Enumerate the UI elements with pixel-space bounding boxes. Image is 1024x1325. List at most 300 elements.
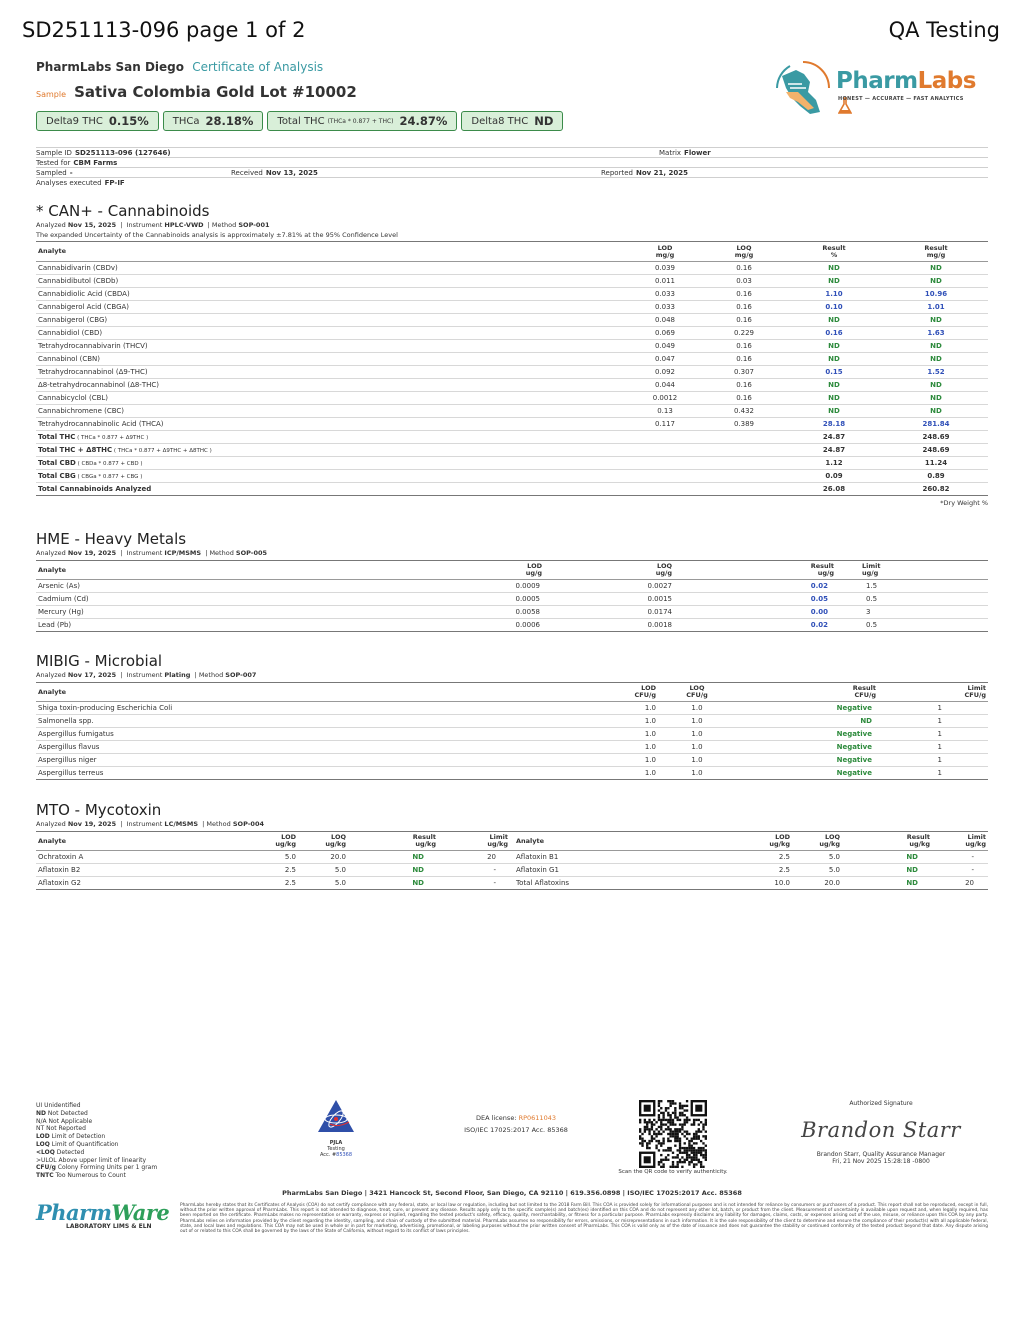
loq-value: 20.0 [792,877,842,890]
section-info: Analyzed Nov 15, 2025 | Instrument HPLC-VWD | Method SOP-001 [36,221,270,229]
section-info: Analyzed Nov 17, 2025 | Instrument Plating | Method SOP-007 [36,671,257,679]
limit-value: 1 [896,754,988,767]
loq-value [704,444,784,457]
table-header-row [36,683,988,702]
table-row [36,340,988,353]
loq-value: 5.0 [298,864,348,877]
pharmware-subtitle: LABORATORY LIMS & ELN [66,1223,152,1230]
result-value: 0.02 [674,580,860,593]
cannabinoids-table [36,241,988,496]
analyte-name: Aflatoxin B2 [36,864,252,877]
microbial-section [36,652,988,780]
table-row [36,366,988,379]
dea-label: DEA license: [476,1114,517,1122]
result-value: Negative [736,702,896,715]
loq-value: 0.16 [704,288,784,301]
total-row [36,470,988,483]
result-value: ND [348,851,438,864]
limit-value: 1 [896,715,988,728]
header-analyte: Analyte [38,687,67,696]
table-row [36,379,988,392]
table-row [36,275,988,288]
qr-caption: Scan the QR code to verify authenticity. [618,1169,728,1175]
analyte-name: Mercury (Hg) [36,606,346,619]
meta-label: Received [231,169,263,177]
lod-value: 1.0 [536,754,658,767]
analyte-name: Cannabigerol (CBG) [36,314,626,327]
header-limit: Limit ug/kg [965,833,986,848]
table-row [36,593,988,606]
header-result-mg: Result mg/g [924,243,948,259]
analyte-name: Aspergillus terreus [36,767,536,780]
pill-label: Delta8 THC [471,115,529,127]
result-percent: ND [784,353,884,366]
footer [36,1096,988,1246]
meta-label: Sampled [36,169,67,177]
result-value: ND [842,877,932,890]
pill-label: Total THC [277,115,325,127]
limit-value: 1 [896,767,988,780]
analyte-name: Salmonella spp. [36,715,536,728]
result-mg: 1.63 [884,327,988,340]
analyte-name: Cannabigerol Acid (CBGA) [36,301,626,314]
lod-value [626,483,704,496]
meta-label: Matrix [659,149,682,157]
pjla-testing: Testing [327,1146,345,1152]
lod-value: 2.5 [252,864,298,877]
loq-value [704,431,784,444]
limit-value: 1.5 [860,580,988,593]
lod-value: 0.13 [626,405,704,418]
pill-label: THCa [172,115,200,127]
pill-value: ND [534,114,554,128]
analyte-name: Cannabinol (CBN) [36,353,626,366]
section-info: Analyzed Nov 19, 2025 | Instrument ICP/MSMS | Method SOP-005 [36,549,268,557]
lod-value: 0.047 [626,353,704,366]
legend-item: <LOQ Detected [36,1148,85,1156]
limit-value: 0.5 [860,593,988,606]
meta-row-analyses [36,177,988,187]
loq-value: 0.16 [704,340,784,353]
lab-name: PharmLabs San Diego [36,60,185,74]
table-row [36,715,988,728]
result-percent: 24.87 [784,444,884,457]
loq-value: 5.0 [298,877,348,890]
legend-item: TNTC Too Numerous to Count [36,1172,126,1180]
result-value: Negative [736,754,896,767]
qr-code-icon[interactable] [639,1100,707,1168]
loq-value: 20.0 [298,851,348,864]
result-value: 0.02 [674,619,860,632]
analyte-name: Cannabidibutol (CBDb) [36,275,626,288]
received-value: Nov 13, 2025 [265,169,318,177]
result-mg: 248.69 [884,431,988,444]
total-row [36,444,988,457]
mycotoxin-section [36,801,988,890]
table-row [36,405,988,418]
section-title: MIBIG - Microbial [36,652,163,670]
analyte-name: Aflatoxin G1 [510,864,746,877]
limit-value: 20 [932,877,988,890]
lod-value: 0.0005 [346,593,542,606]
uncertainty-note: The expanded Uncertainty of the Cannabinoids analysis is approximately ±7.81% at the 95% Confidence Level [36,231,398,239]
result-value: ND [842,851,932,864]
total-row [36,457,988,470]
table-row [36,728,988,741]
summary-total-thc [267,111,457,131]
limit-value: - [438,864,510,877]
sample-tag: Sample [36,90,66,99]
pjla-badge [300,1098,372,1158]
header-lod: LOD CFU/g [634,684,656,699]
loq-value [704,483,784,496]
license-info [436,1112,596,1136]
signer-title: Brandon Starr, Quality Assurance Manager [816,1151,946,1158]
lod-value: 5.0 [252,851,298,864]
header-limit: Limit ug/g [862,562,881,577]
table-row [36,702,988,715]
loq-value: 5.0 [792,864,842,877]
qr-block [606,1100,740,1175]
table-row [36,606,988,619]
result-value: Negative [736,741,896,754]
legal-disclaimer: PharmLabs hereby states that its Certificates of Analysis (COA) do not certify compliance with any federal, state, or local law or regulation, including but not limited to the 2018 Farm Bill. This COA is provided solely for informational purposes and is not intended for reliance by consumers or purchasers of a product. This report shall not be reproduced, except in full, without the prior written approval of PharmLabs. This report is not intended to diagnose, treat, cure, or prevent any disease. Results apply only to the specific sample(s) and batch(es) identified on this COA and do not represent any other lot, batch, or product from the client. Measurement of uncertainty is available upon request and, when legally required, has been reported on the certificate. PharmLabs makes no representation or warranty, express or implied, regarding the tested product's safety, efficacy, quality, merchantability, or fitness for a particular purpose. PharmLabs expressly disclaims any liability for damages, claims, costs, or expenses arising out of the use, misuse, or reliance upon this COA by any party. PharmLabs relies on information provided by the client regarding the identity, sampling, and chain of custody of the submitted material. PharmLabs assumes no responsibility for errors, omissions, or misrepresentations in such information. It is the sole responsibility of the client to determine and ensure the compliance of their product(s) with all applicable federal, state, and local laws and regulations. This COA may not be used in whole or in part for marketing, advertising, promotional, or labeling purposes without the prior written consent of PharmLabs. This COA is valid only as of the date of issuance and does not guarantee the stability or continued conformity of the tested product beyond that date. Any dispute arising out of or related to this COA shall be governed by the laws of the State of California, without regard to its conflict of laws principles. [180,1203,988,1235]
loq-value: 0.16 [704,262,784,275]
legend-item: CFU/g Colony Forming Units per 1 gram [36,1164,158,1172]
map-seal-icon [770,56,836,120]
total-name: Total Cannabinoids Analyzed [36,483,626,496]
result-mg: 1.01 [884,301,988,314]
result-percent: 26.08 [784,483,884,496]
analyte-name: Aspergillus niger [36,754,536,767]
limit-value: 1 [896,728,988,741]
analyte-name: Tetrahydrocannabinol (Δ9-THC) [36,366,626,379]
result-percent: ND [784,275,884,288]
lod-value: 0.0058 [346,606,542,619]
result-mg: ND [884,262,988,275]
pill-value: 24.87% [399,114,448,128]
analyte-name: Cannabidiol (CBD) [36,327,626,340]
logo-pharm: Pharm [836,68,918,94]
result-percent: ND [784,392,884,405]
mycotoxin-table [36,831,988,890]
lab-address: PharmLabs San Diego | 3421 Hancock St, Second Floor, San Diego, CA 92110 | 619.356.0898 | ISO/IEC 17025:2017 Acc. 85368 [282,1189,742,1197]
loq-value: 0.307 [704,366,784,379]
section-title: HME - Heavy Metals [36,530,187,548]
pill-value: 28.18% [205,114,254,128]
pill-label: Delta9 THC [46,115,103,127]
loq-value: 1.0 [658,754,736,767]
logo-wordmark [836,68,990,120]
header-result: Result ug/g [810,562,834,577]
lod-value [626,457,704,470]
result-mg: 260.82 [884,483,988,496]
loq-value: 0.03 [704,275,784,288]
result-mg: ND [884,392,988,405]
sample-line [36,82,736,101]
result-percent: ND [784,405,884,418]
analyte-name: Aspergillus flavus [36,741,536,754]
table-row [36,327,988,340]
legend-item: LOD Limit of Detection [36,1133,106,1141]
lod-value [626,444,704,457]
header-result: Result CFU/g [852,684,876,699]
loq-value: 0.0018 [542,619,674,632]
result-mg: ND [884,379,988,392]
table-row [36,877,988,890]
meta-label: Analyses executed [36,179,102,187]
signer-info [796,1151,966,1165]
table-row [36,580,988,593]
signature-heading: Authorized Signature [849,1100,913,1107]
dea-license: RP0611043 [518,1114,556,1122]
limit-value: 1 [896,741,988,754]
table-row [36,851,988,864]
header-loq: LOQ ug/kg [325,833,346,848]
lod-value: 1.0 [536,767,658,780]
table-row [36,392,988,405]
header-result: Result ug/kg [906,833,930,848]
logo-labs: Labs [917,68,976,94]
section-title: MTO - Mycotoxin [36,801,162,819]
loq-value: 0.432 [704,405,784,418]
header-lod: LOD ug/g [525,562,542,577]
lod-value: 1.0 [536,741,658,754]
table-row [36,301,988,314]
legend-item: N/A Not Applicable [36,1117,93,1125]
result-percent: 1.10 [784,288,884,301]
lod-value: 2.5 [746,864,792,877]
header-loq: LOQ CFU/g [686,684,708,699]
loq-value: 0.16 [704,379,784,392]
heavy-metals-table [36,560,988,632]
dry-weight-note: *Dry Weight % [940,499,988,507]
legend-item: LOQ Limit of Quantification [36,1140,119,1148]
pharmware-logo [36,1200,170,1240]
legend-item: >ULOL Above upper limit of linearity [36,1156,147,1164]
result-percent: ND [784,379,884,392]
lod-value: 0.011 [626,275,704,288]
result-value: ND [736,715,896,728]
tested-for-value: CBM Farms [73,159,118,167]
result-mg: 0.89 [884,470,988,483]
pharmlabs-logo [770,56,990,120]
result-percent: 24.87 [784,431,884,444]
lod-value: 0.0006 [346,619,542,632]
lod-value [626,470,704,483]
total-name: Total CBG ( CBGa * 0.877 + CBG ) [36,470,626,483]
header-limit: Limit ug/kg [487,833,508,848]
result-value: Negative [736,767,896,780]
lod-value: 10.0 [746,877,792,890]
result-percent: 0.10 [784,301,884,314]
loq-value: 0.16 [704,314,784,327]
heavy-metals-section [36,530,988,632]
pharmware-ware: Ware [111,1200,170,1225]
total-formula: ( CBGa * 0.877 + CBG ) [75,474,143,480]
header-lod: LOD ug/kg [769,833,790,848]
abbreviation-legend [36,1102,157,1180]
loq-value [704,457,784,470]
limit-value: 0.5 [860,619,988,632]
analyte-name: Aflatoxin G2 [36,877,252,890]
result-percent: 0.16 [784,327,884,340]
total-formula: ( THCa * 0.877 + Δ9THC ) [75,435,149,441]
limit-value: 1 [896,702,988,715]
analyte-name: Cadmium (Cd) [36,593,346,606]
analyte-name: Tetrahydrocannabinolic Acid (THCA) [36,418,626,431]
result-percent: ND [784,262,884,275]
qa-testing-label: QA Testing [888,18,1000,42]
lod-value: 2.5 [746,851,792,864]
header-loq: LOQ ug/kg [819,833,840,848]
lod-value: 0.0012 [626,392,704,405]
lod-value: 1.0 [536,728,658,741]
result-mg: 11.24 [884,457,988,470]
table-row [36,262,988,275]
report-header [36,60,736,101]
logo-tagline: HONEST — ACCURATE — FAST ANALYTICS [838,96,964,102]
table-row [36,288,988,301]
lod-value: 0.092 [626,366,704,379]
pjla-text [300,1140,372,1158]
meta-label: Reported [601,169,633,177]
header-result-pct: Result % [822,243,846,259]
table-row [36,619,988,632]
summary-delta9-thc [36,111,159,131]
result-percent: ND [784,340,884,353]
lod-value: 1.0 [536,715,658,728]
total-name: Total THC + Δ8THC ( THCa * 0.877 + Δ9THC + Δ8THC ) [36,444,626,457]
pjla-name: PJLA [329,1140,343,1146]
pharmware-pharm: Pharm [36,1200,112,1225]
limit-value: - [932,864,988,877]
sample-name: Sativa Colombia Gold Lot #10002 [74,83,357,101]
header-limit: Limit CFU/g [964,684,986,699]
microbial-table [36,682,988,780]
result-percent: 28.18 [784,418,884,431]
lod-value: 0.048 [626,314,704,327]
loq-value: 1.0 [658,767,736,780]
header-analyte: Analyte [38,836,67,845]
signature-block [796,1100,966,1165]
result-value: ND [348,864,438,877]
loq-value: 0.229 [704,327,784,340]
header-lod: LOD mg/g [655,243,675,259]
doc-type: Certificate of Analysis [192,60,324,74]
legend-item: UI Unidentified [36,1102,81,1109]
top-bar [22,18,1000,52]
result-mg: 248.69 [884,444,988,457]
sampled-value: - [69,169,73,177]
header-loq: LOQ mg/g [734,243,754,259]
meta-label: Sample ID [36,149,72,157]
lod-value: 0.039 [626,262,704,275]
total-formula: ( THCa * 0.877 + Δ9THC + Δ8THC ) [112,448,212,454]
lab-line [36,60,736,74]
lod-value: 0.044 [626,379,704,392]
result-mg: 1.52 [884,366,988,379]
result-percent: 0.15 [784,366,884,379]
total-formula: ( CBDa * 0.877 + CBD ) [75,461,143,467]
total-row [36,431,988,444]
result-mg: ND [884,275,988,288]
analyte-name: Total Aflatoxins [510,877,746,890]
loq-value: 1.0 [658,728,736,741]
analyte-name: Aspergillus fumigatus [36,728,536,741]
section-info: Analyzed Nov 19, 2025 | Instrument LC/MSMS | Method SOP-004 [36,820,264,828]
lod-value: 0.069 [626,327,704,340]
analyte-name: Aflatoxin B1 [510,851,746,864]
table-row [36,314,988,327]
page-title: SD251113-096 page 1 of 2 [22,18,306,42]
table-header-row [36,561,988,580]
loq-value: 0.389 [704,418,784,431]
sample-meta [36,147,988,187]
table-row [36,741,988,754]
iso-accreditation: ISO/IEC 17025:2017 Acc. 85368 [464,1126,568,1134]
summary-thca [163,111,264,131]
limit-value: 3 [860,606,988,619]
loq-value: 0.0027 [542,580,674,593]
result-value: 0.00 [674,606,860,619]
loq-value: 1.0 [658,715,736,728]
result-percent: ND [784,314,884,327]
summary-pills [36,111,563,131]
lod-value: 0.117 [626,418,704,431]
pill-formula: (THCa * 0.877 + THC) [327,117,394,125]
pjla-acc-label: Acc. # [319,1152,337,1158]
result-percent: 0.09 [784,470,884,483]
meta-row-tested-for [36,157,988,167]
signed-date: Fri, 21 Nov 2025 15:28:18 -0800 [832,1158,930,1165]
pjla-acc-number: 85368 [336,1152,353,1158]
analyte-name: Ochratoxin A [36,851,252,864]
summary-delta8-thc [461,111,563,131]
result-value: ND [348,877,438,890]
matrix-value: Flower [684,149,711,157]
header-analyte: Analyte [38,565,67,574]
result-mg: 281.84 [884,418,988,431]
analyte-name: Cannabichromene (CBC) [36,405,626,418]
table-row [36,767,988,780]
table-row [36,353,988,366]
total-name: Total THC ( THCa * 0.877 + Δ9THC ) [36,431,626,444]
meta-row-sample-id [36,147,988,157]
loq-value: 1.0 [658,702,736,715]
loq-value [704,470,784,483]
table-header-row [36,242,988,262]
limit-value: - [932,851,988,864]
analyses-value: FP-IF [104,179,125,187]
result-value: 0.05 [674,593,860,606]
reported-value: Nov 21, 2025 [635,169,688,177]
lod-value: 0.049 [626,340,704,353]
limit-value: 20 [438,851,510,864]
lod-value: 1.0 [536,702,658,715]
loq-value: 0.16 [704,392,784,405]
pill-value: 0.15% [108,114,149,128]
loq-value: 1.0 [658,741,736,754]
lod-value: 0.033 [626,288,704,301]
handwritten-signature: Brandon Starr [801,1118,961,1142]
table-row [36,754,988,767]
analyte-name: Cannabidiolic Acid (CBDA) [36,288,626,301]
header-analyte: Analyte [38,247,67,255]
analyte-name: Cannabicyclol (CBL) [36,392,626,405]
header-lod: LOD ug/kg [275,833,296,848]
result-value: ND [842,864,932,877]
